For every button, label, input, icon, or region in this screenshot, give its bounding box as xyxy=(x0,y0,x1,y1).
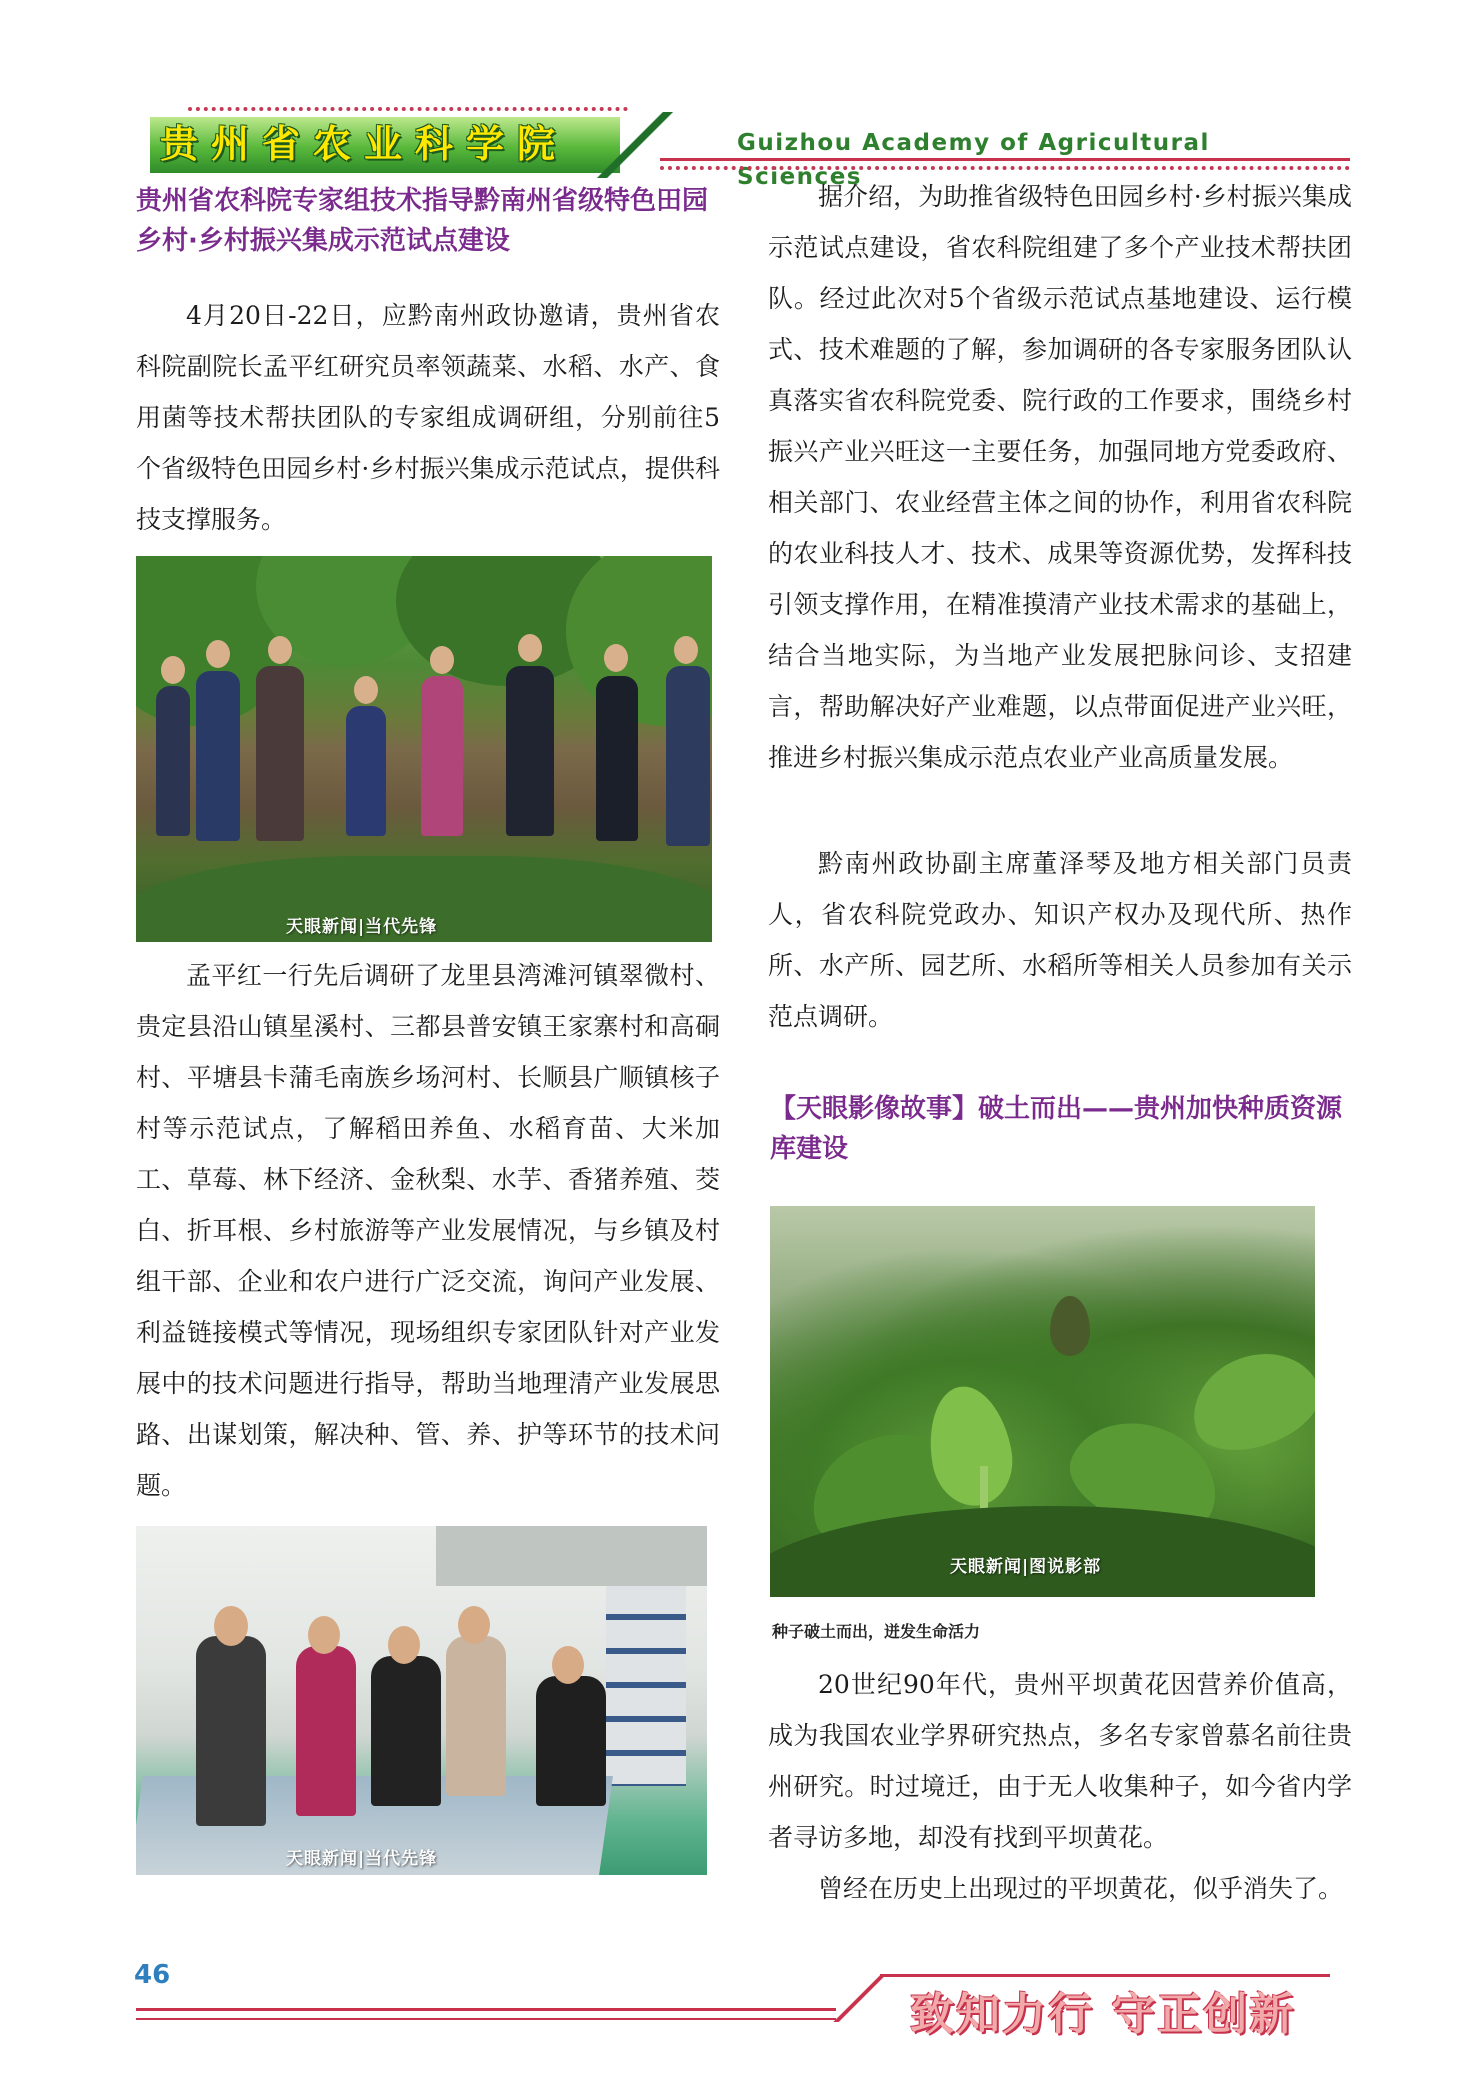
article-2-paragraph-2: 曾经在历史上出现过的平坝黄花，似乎消失了。 xyxy=(818,1874,1344,1903)
footer-red-rule-3 xyxy=(880,1974,1330,1977)
page-number: 46 xyxy=(134,1960,171,1990)
header-red-rule xyxy=(660,158,1350,161)
header-org-name-en: Guizhou Academy of Agricultural Sciences xyxy=(737,130,1210,190)
footer-red-rule-2 xyxy=(136,2018,836,2020)
header-org-name-cn: 贵州省农业科学院 xyxy=(160,122,569,166)
article-2-title: 【天眼影像故事】破土而出——贵州加快种质资源库建设 xyxy=(770,1094,1343,1164)
article-2-paragraph-1: 20世纪90年代，贵州平坝黄花因营养价值高，成为我国农业学界研究热点，多名专家曾慕名前往贵州研究。时过境迁，由于无人收集种子，如今省内学者寻访多地，却没有找到平坝黄花。 xyxy=(768,1670,1352,1852)
footer-motto: 致知力行 守正创新 xyxy=(910,1989,1296,2040)
article-1-paragraph-4: 黔南州政协副主席董泽琴及地方相关部门员责人，省农科院党政办、知识产权办及现代所、热作所、水产所、园艺所、水稻所等相关人员参加有关示范点调研。 xyxy=(768,849,1352,1031)
header-dotted-rule-top xyxy=(188,107,628,111)
indoor-meeting-photo xyxy=(136,1526,707,1875)
photo-1-watermark: 天眼新闻|当代先锋 xyxy=(286,917,438,937)
article-1-paragraph-1: 4月20日-22日，应黔南州政协邀请，贵州省农科院副院长孟平红研究员率领蔬菜、水稻、水产、食用菌等技术帮扶团队的专家组成调研组，分别前往5个省级特色田园乡村·乡村振兴集成示范试点，提供科技支撑服务。 xyxy=(136,301,720,534)
article-1-paragraph-3: 据介绍，为助推省级特色田园乡村·乡村振兴集成示范试点建设，省农科院组建了多个产业技术帮扶团队。经过此次对5个省级示范试点基地建设、运行模式、技术难题的了解，参加调研的各专家服务团队认真落实省农科院党委、院行政的工作要求，围绕乡村振兴产业兴旺这一主要任务，加强同地方党委政府、相关部门、农业经营主体之间的协作，利用省农科院的农业科技人才、技术、成果等资源优势，发挥科技引领支撑作用，在精准摸清产业技术需求的基础上，结合当地实际，为当地产业发展把脉问诊、支招建言，帮助解决好产业难题，以点带面促进产业兴旺，推进乡村振兴集成示范点农业产业高质量发展。 xyxy=(768,182,1352,772)
field-survey-photo xyxy=(136,556,712,942)
footer-diagonal-rule xyxy=(830,1974,890,2022)
photo-3-watermark: 天眼新闻|图说影部 xyxy=(950,1557,1102,1577)
photo-2-watermark: 天眼新闻|当代先锋 xyxy=(286,1849,438,1869)
article-1-title: 贵州省农科院专家组技术指导黔南州省级特色田园乡村·乡村振兴集成示范试点建设 xyxy=(136,186,709,256)
header-dotted-rule-bottom xyxy=(660,166,1350,170)
footer-red-rule-1 xyxy=(136,2008,836,2011)
seedling-photo xyxy=(770,1206,1315,1597)
article-1-paragraph-2: 孟平红一行先后调研了龙里县湾滩河镇翠微村、贵定县沿山镇星溪村、三都县普安镇王家寨村和高硐村、平塘县卡蒲毛南族乡场河村、长顺县广顺镇核子村等示范试点，了解稻田养鱼、水稻育苗、大米加工、草莓、林下经济、金秋梨、水芋、香猪养殖、茭白、折耳根、乡村旅游等产业发展情况，与乡镇及村组干部、企业和农户进行广泛交流，询问产业发展、利益链接模式等情况，现场组织专家团队针对产业发展中的技术问题进行指导，帮助当地理清产业发展思路、出谋划策，解决种、管、养、护等环节的技术问题。 xyxy=(136,961,720,1500)
seedling-photo-caption: 种子破土而出，迸发生命活力 xyxy=(772,1622,981,1641)
